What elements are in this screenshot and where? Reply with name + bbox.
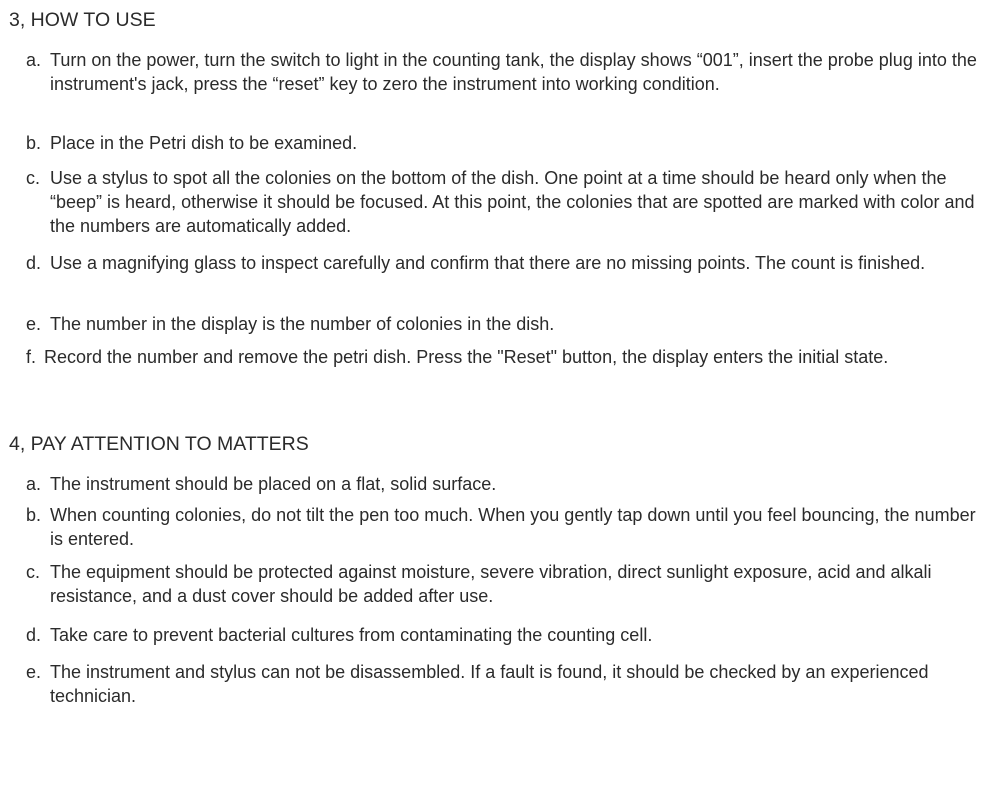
list-item: [26, 623, 991, 647]
item-text: Turn on the power, turn the switch to light in the counting tank, the display shows “001”, insert the probe plug into the instrument's jack, press the “reset” key to zero the instrument into working condition.: [50, 50, 977, 94]
item-marker: f.: [26, 347, 37, 367]
item-text: The instrument and stylus can not be disassembled. If a fault is found, it should be checked by an experienced technician.: [50, 662, 929, 706]
list-item: [26, 345, 991, 369]
list-item: [26, 472, 991, 496]
item-marker: e.: [26, 662, 42, 682]
item-text: Use a stylus to spot all the colonies on the bottom of the dish. One point at a time should be heard only when the “beep” is heard, otherwise it should be focused. At this point, the colonies that are spotted are marked with color and the numbers are automatically added.: [50, 168, 975, 236]
item-marker: e.: [26, 314, 42, 334]
item-text: The number in the display is the number of colonies in the dish.: [50, 314, 555, 334]
item-marker: d.: [26, 625, 42, 645]
item-marker: d.: [26, 253, 42, 273]
item-marker: a.: [26, 474, 42, 494]
section-heading-pay-attention: 4, PAY ATTENTION TO MATTERS: [9, 433, 309, 455]
section-heading-how-to-use: 3, HOW TO USE: [9, 9, 156, 31]
list-item: [26, 503, 991, 551]
item-text: Use a magnifying glass to inspect carefully and confirm that there are no missing points. The count is finished.: [50, 253, 926, 273]
list-item: [26, 560, 991, 608]
item-marker: c.: [26, 168, 41, 188]
item-text: Take care to prevent bacterial cultures from contaminating the counting cell.: [50, 625, 653, 645]
list-item: [26, 166, 991, 238]
list-item: [26, 312, 991, 336]
list-item: [26, 660, 991, 708]
list-item: [26, 131, 991, 155]
item-marker: b.: [26, 133, 42, 153]
list-item: [26, 251, 991, 275]
item-marker: a.: [26, 50, 42, 70]
item-marker: b.: [26, 505, 42, 525]
item-text: Place in the Petri dish to be examined.: [50, 133, 358, 153]
list-item: [26, 48, 991, 96]
item-text: Record the number and remove the petri dish. Press the "Reset" button, the display enters the initial state.: [44, 347, 889, 367]
item-text: The instrument should be placed on a flat, solid surface.: [50, 474, 497, 494]
item-text: The equipment should be protected against moisture, severe vibration, direct sunlight exposure, acid and alkali resistance, and a dust cover should be added after use.: [50, 562, 932, 606]
item-marker: c.: [26, 562, 41, 582]
item-text: When counting colonies, do not tilt the pen too much. When you gently tap down until you feel bouncing, the number is entered.: [50, 505, 976, 549]
